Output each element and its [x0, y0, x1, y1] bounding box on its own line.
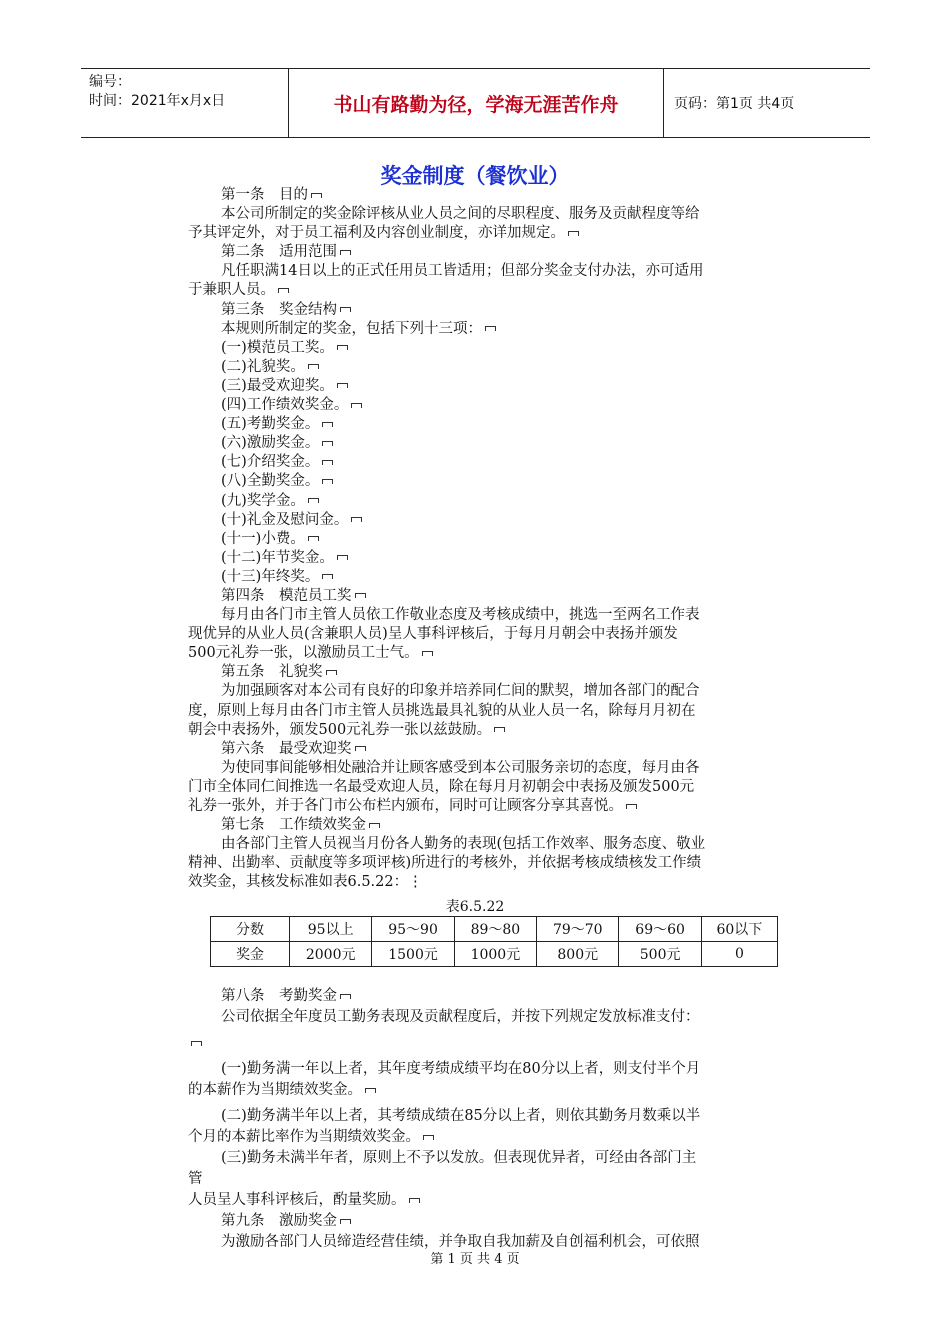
text-line-content: 度，原则上每月由各门市主管人员挑选最具礼貌的从业人员一名，除每月月初在 [188, 702, 696, 719]
table-cell: 2000元 [290, 942, 372, 967]
text-line [188, 377, 783, 396]
paragraph-mark-icon [326, 670, 337, 675]
time-label: 时间：2021年x月x日 [89, 93, 226, 109]
table-cell: 69～60 [619, 917, 701, 942]
text-line-content: (十)礼金及慰问金。 [221, 511, 349, 528]
document-title: 奖金制度（餐饮业） [380, 164, 570, 188]
text-line [188, 339, 783, 358]
text-line-content: (十二)年节奖金。 [221, 549, 334, 566]
document-body-continued [188, 986, 783, 1253]
text-line-content: 第九条 激励奖金 [221, 1213, 337, 1229]
text-line [188, 511, 783, 530]
text-line [188, 778, 783, 797]
text-line-content: 的本薪作为当期绩效奖金。 [188, 1082, 362, 1098]
text-line [188, 1190, 783, 1211]
document-body [188, 186, 783, 892]
text-line [188, 1033, 783, 1054]
table-caption: 表6.5.22 [445, 899, 505, 915]
paragraph-mark-icon [494, 727, 505, 732]
text-line-content: (五)考勤奖金。 [221, 416, 320, 433]
table-row [211, 942, 778, 967]
text-line [188, 281, 783, 300]
text-line-content: (二)礼貌奖。 [221, 358, 305, 375]
paragraph-mark-icon [485, 326, 496, 331]
text-line [188, 835, 783, 854]
text-line [188, 1148, 783, 1169]
text-line-content: (十三)年终奖。 [221, 568, 320, 585]
table-cell: 89～80 [454, 917, 536, 942]
text-line [188, 320, 783, 339]
text-line [188, 682, 783, 701]
table-cell: 95～90 [372, 917, 454, 942]
paragraph-mark-icon [423, 1135, 434, 1140]
text-line [188, 1127, 783, 1148]
paragraph-mark-icon [365, 1088, 376, 1093]
text-line [188, 606, 783, 625]
paragraph-mark-icon [340, 1219, 351, 1224]
number-label: 编号： [89, 74, 131, 90]
text-line-content: 管 [188, 1171, 203, 1187]
text-line-content: 为激励各部门人员缔造经营佳绩，并争取自我加薪及自创福利机会，可依照 [221, 1234, 700, 1250]
table-cell: 95以上 [290, 917, 372, 942]
text-line [188, 224, 783, 243]
text-line-content: 第八条 考勤奖金 [221, 988, 337, 1004]
text-line-content: (六)激励奖金。 [221, 435, 320, 452]
text-line-content: 现优异的从业人员(含兼职人员)呈人事科评核后，于每月月朝会中表扬并颁发 [188, 626, 678, 643]
text-line [188, 873, 783, 892]
paragraph-mark-icon [322, 441, 333, 446]
text-line-content: (四)工作绩效奖金。 [221, 397, 349, 414]
text-line-content: (八)全勤奖金。 [221, 473, 320, 490]
text-line [188, 854, 783, 873]
text-line-content: 500元礼券一张，以激励员工士气。 [188, 645, 419, 662]
text-line-content: 第七条 工作绩效奖金 [221, 817, 366, 834]
text-line-content: 公司依据全年度员工勤务表现及贡献程度后，并按下列规定发放标准支付： [221, 1009, 700, 1025]
paragraph-mark-icon [369, 823, 380, 828]
text-line-content: (二)勤务满半年以上者，其考绩成绩在85分以上者，则依其勤务月数乘以半 [221, 1108, 701, 1124]
table-cell: 79～70 [537, 917, 619, 942]
text-line [188, 587, 783, 606]
text-line-content: 朝会中表扬外，颁发500元礼券一张以兹鼓励。 [188, 721, 492, 738]
text-line [188, 434, 783, 453]
text-line [188, 549, 783, 568]
text-line-content: 第四条 模范员工奖 [221, 587, 352, 604]
paragraph-mark-icon [308, 536, 319, 541]
header-meta [81, 69, 289, 137]
text-line [188, 1059, 783, 1080]
paragraph-mark-icon [340, 994, 351, 999]
paragraph-mark-icon [311, 193, 322, 198]
paragraph-mark-icon [308, 498, 319, 503]
text-line-content: 精神、出勤率、贡献度等多项评核)所进行的考核外，并依据考核成绩核发工作绩 [188, 855, 702, 872]
text-line [188, 721, 783, 740]
paragraph-mark-icon [568, 231, 579, 236]
text-line-content: 本规则所制定的奖金，包括下列十三项： [221, 320, 482, 337]
text-line-content: 予其评定外，对于员工福利及内容创业制度，亦详加规定。 [188, 225, 565, 242]
paragraph-mark-icon [337, 345, 348, 350]
text-line-content: (七)介绍奖金。 [221, 454, 320, 471]
text-line [188, 1169, 783, 1190]
table-cell: 1000元 [454, 942, 536, 967]
header-motto: 书山有路勤为径，学海无涯苦作舟 [289, 69, 664, 137]
text-line [188, 816, 783, 835]
text-line [188, 530, 783, 549]
text-line [188, 472, 783, 491]
text-line [188, 1211, 783, 1232]
text-line [188, 301, 783, 320]
text-line-content: 每月由各门市主管人员依工作敬业态度及考核成绩中，挑选一至两名工作表 [221, 607, 700, 624]
paragraph-mark-icon [337, 383, 348, 388]
paragraph-mark-icon [191, 1041, 202, 1046]
text-line-content: (三)勤务未满半年者，原则上不予以发放。但表现优异者，可经由各部门主 [221, 1150, 697, 1166]
text-line-content: 为使同事间能够相处融洽并让顾客感受到本公司服务亲切的态度，每月由各 [221, 759, 700, 776]
table-cell: 0 [701, 942, 777, 967]
text-line-content: (三)最受欢迎奖。 [221, 377, 334, 394]
text-line-content: 个月的本薪比率作为当期绩效奖金。 [188, 1129, 420, 1145]
text-line-content: 为加强顾客对本公司有良好的印象并培养同仁间的默契，增加各部门的配合 [221, 683, 700, 700]
paragraph-mark-icon [422, 651, 433, 656]
text-line-content: (九)奖学金。 [221, 492, 305, 509]
page-footer: 第 1 页 共 4 页 [430, 1252, 520, 1267]
text-line [188, 1080, 783, 1101]
text-line-content: 凡任职满14日以上的正式任用员工皆适用；但部分奖金支付办法，亦可适用 [221, 263, 704, 280]
text-line-content: 第二条 适用范围 [221, 244, 337, 261]
paragraph-mark-icon [355, 593, 366, 598]
paragraph-mark-icon [626, 804, 637, 809]
text-line [188, 702, 783, 721]
table-cell: 60以下 [701, 917, 777, 942]
paragraph-mark-icon [409, 1198, 420, 1203]
text-line [188, 740, 783, 759]
text-line [188, 625, 783, 644]
paragraph-mark-icon [351, 403, 362, 408]
text-line [188, 492, 783, 511]
text-line-content: 人员呈人事科评核后，酌量奖励。 [188, 1192, 406, 1208]
text-line [188, 358, 783, 377]
text-line-content: 第六条 最受欢迎奖 [221, 740, 352, 757]
text-line [188, 797, 783, 816]
table-cell: 800元 [537, 942, 619, 967]
table-cell: 1500元 [372, 942, 454, 967]
text-line [188, 644, 783, 663]
table-cell: 500元 [619, 942, 701, 967]
paragraph-mark-icon [308, 364, 319, 369]
text-line-content: 第五条 礼貌奖 [221, 664, 323, 681]
table-cell: 分数 [211, 917, 290, 942]
text-line-content: 礼券一张外，并于各门市公布栏内颁布，同时可让顾客分享其喜悦。 [188, 798, 623, 814]
text-line [188, 663, 783, 682]
paragraph-mark-icon [278, 288, 289, 293]
paragraph-mark-icon [340, 307, 351, 312]
text-line-content: 门市全体同仁间推选一名最受欢迎人员，除在每月月初朝会中表扬及颁发500元 [188, 778, 695, 795]
text-line [188, 243, 783, 262]
text-line-content: (一)模范员工奖。 [221, 339, 334, 356]
paragraph-mark-icon [322, 460, 333, 465]
text-line [188, 1106, 783, 1127]
paragraph-mark-icon [351, 517, 362, 522]
text-line-content: 第三条 奖金结构 [221, 301, 337, 318]
text-line [188, 453, 783, 472]
text-line [188, 396, 783, 415]
text-line [188, 186, 783, 205]
paragraph-mark-icon [322, 422, 333, 427]
text-line-content: 于兼职人员。 [188, 282, 275, 299]
paragraph-mark-icon [322, 574, 333, 579]
text-line [188, 415, 783, 434]
text-line [188, 1007, 783, 1028]
table-row [211, 917, 778, 942]
text-line [188, 759, 783, 778]
text-line-content: 由各部门主管人员视当月份各人勤务的表现(包括工作效率、服务态度、敬业 [221, 836, 706, 853]
table-cell: 奖金 [211, 942, 290, 967]
paragraph-mark-icon [340, 250, 351, 255]
text-line-content: 效奖金，其核发标准如表6.5.22：⋮ [188, 874, 423, 891]
text-line-content: (十一)小费。 [221, 530, 305, 547]
paragraph-mark-icon [355, 746, 366, 751]
header-page-info: 页码：第1页 共4页 [674, 96, 795, 112]
paragraph-mark-icon [337, 555, 348, 560]
text-line-content: (一)勤务满一年以上者，其年度考绩成绩平均在80分以上者，则支付半个月 [221, 1061, 701, 1077]
bonus-table [210, 916, 778, 967]
text-line [188, 205, 783, 224]
text-line-content: 第一条 目的 [221, 187, 308, 203]
text-line [188, 568, 783, 587]
text-line [188, 262, 783, 281]
text-line [188, 986, 783, 1007]
paragraph-mark-icon [322, 479, 333, 484]
document-header [81, 68, 870, 138]
text-line-content: 本公司所制定的奖金除评核从业人员之间的尽职程度、服务及贡献程度等给 [221, 206, 700, 223]
